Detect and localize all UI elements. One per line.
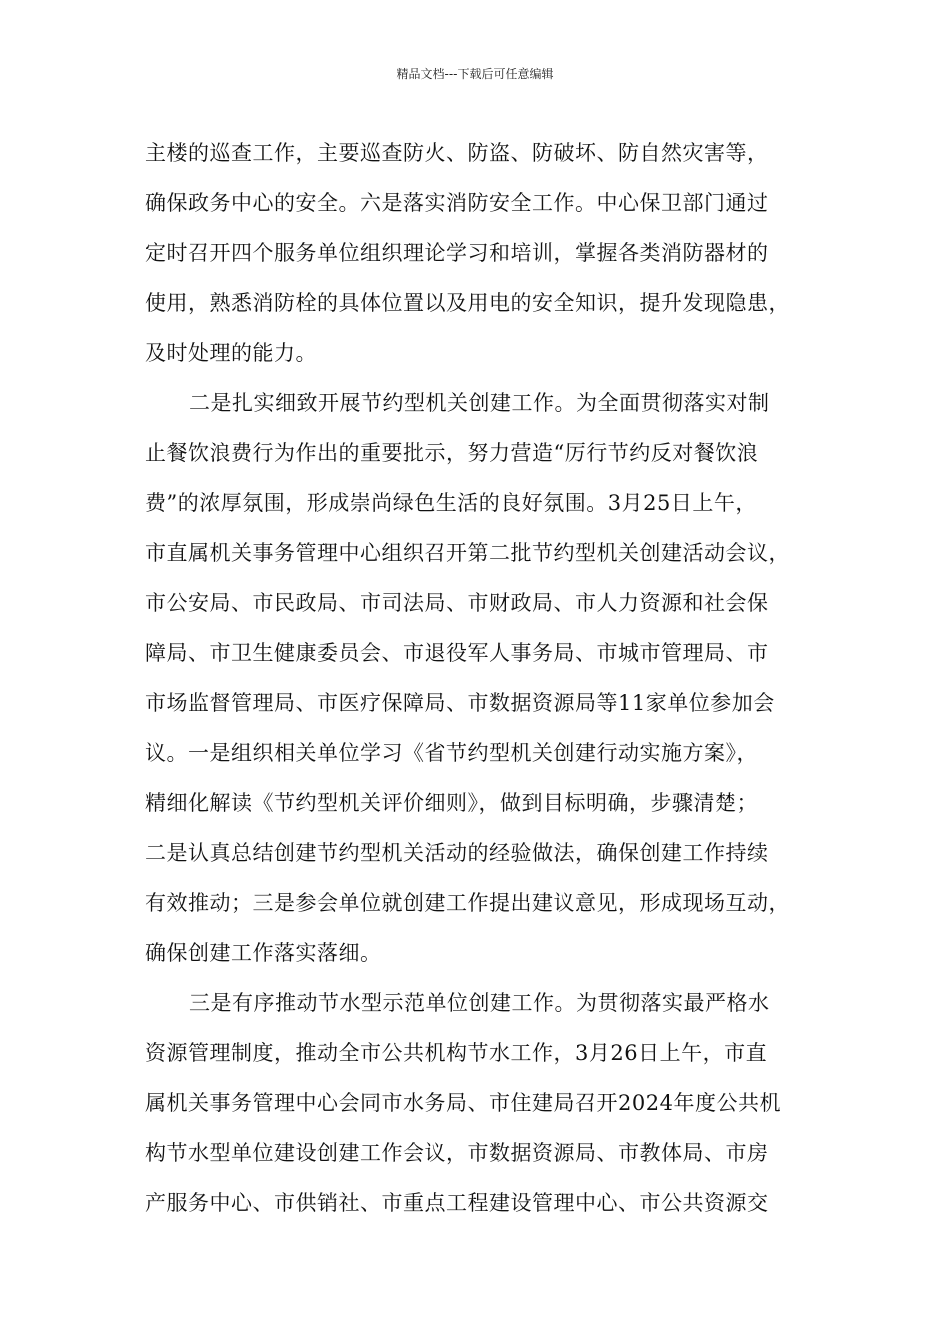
- paragraph-3-line-3: 属机关事务管理中心会同市水务局、市住建局召开2024年度公共机: [145, 1091, 781, 1115]
- paragraph-2-line-1: 二是扎实细致开展节约型机关创建工作。为全面贯彻落实对制: [189, 391, 770, 415]
- paragraph-2-line-9: 精细化解读《节约型机关评价细则》，做到目标明确，步骤清楚；: [145, 791, 758, 815]
- paragraph-1-line-1: 主楼的巡查工作，主要巡查防火、防盗、防破坏、防自然灾害等，: [145, 141, 769, 165]
- paragraph-1-line-4: 使用，熟悉消防栓的具体位置以及用电的安全知识，提升发现隐患，: [145, 291, 790, 315]
- paragraph-1-line-2: 确保政务中心的安全。六是落实消防安全工作。中心保卫部门通过: [145, 191, 769, 215]
- paragraph-2-line-11: 有效推动；三是参会单位就创建工作提出建议意见，形成现场互动，: [145, 891, 790, 915]
- paragraph-2-line-8: 议。一是组织相关单位学习《省节约型机关创建行动实施方案》，: [145, 741, 758, 765]
- paragraph-1-line-5: 及时处理的能力。: [145, 341, 317, 365]
- page-header: 精品文档---下载后可任意编辑: [396, 67, 554, 81]
- paragraph-2-line-7: 市场监督管理局、市医疗保障局、市数据资源局等11家单位参加会: [145, 691, 775, 715]
- paragraph-2-line-5: 市公安局、市民政局、市司法局、市财政局、市人力资源和社会保: [145, 591, 769, 615]
- paragraph-2-line-12: 确保创建工作落实落细。: [145, 941, 382, 965]
- paragraph-2-line-2: 止餐饮浪费行为作出的重要批示，努力营造“厉行节约反对餐饮浪: [145, 441, 759, 465]
- paragraph-1-line-3: 定时召开四个服务单位组织理论学习和培训，掌握各类消防器材的: [145, 241, 769, 265]
- paragraph-2-line-3: 费”的浓厚氛围，形成崇尚绿色生活的良好氛围。3月25日上午，: [145, 491, 757, 515]
- body-text: [145, 128, 815, 1228]
- paragraph-2-line-10: 二是认真总结创建节约型机关活动的经验做法，确保创建工作持续: [145, 841, 769, 865]
- paragraph-3-line-5: 产服务中心、市供销社、市重点工程建设管理中心、市公共资源交: [145, 1191, 769, 1215]
- paragraph-3-line-2: 资源管理制度，推动全市公共机构节水工作，3月26日上午，市直: [145, 1041, 768, 1065]
- paragraph-2-line-6: 障局、市卫生健康委员会、市退役军人事务局、市城市管理局、市: [145, 641, 769, 665]
- paragraph-2-line-4: 市直属机关事务管理中心组织召开第二批节约型机关创建活动会议，: [145, 541, 790, 565]
- paragraph-3-line-4: 构节水型单位建设创建工作会议，市数据资源局、市教体局、市房: [145, 1141, 769, 1165]
- paragraph-3-line-1: 三是有序推动节水型示范单位创建工作。为贯彻落实最严格水: [189, 991, 770, 1015]
